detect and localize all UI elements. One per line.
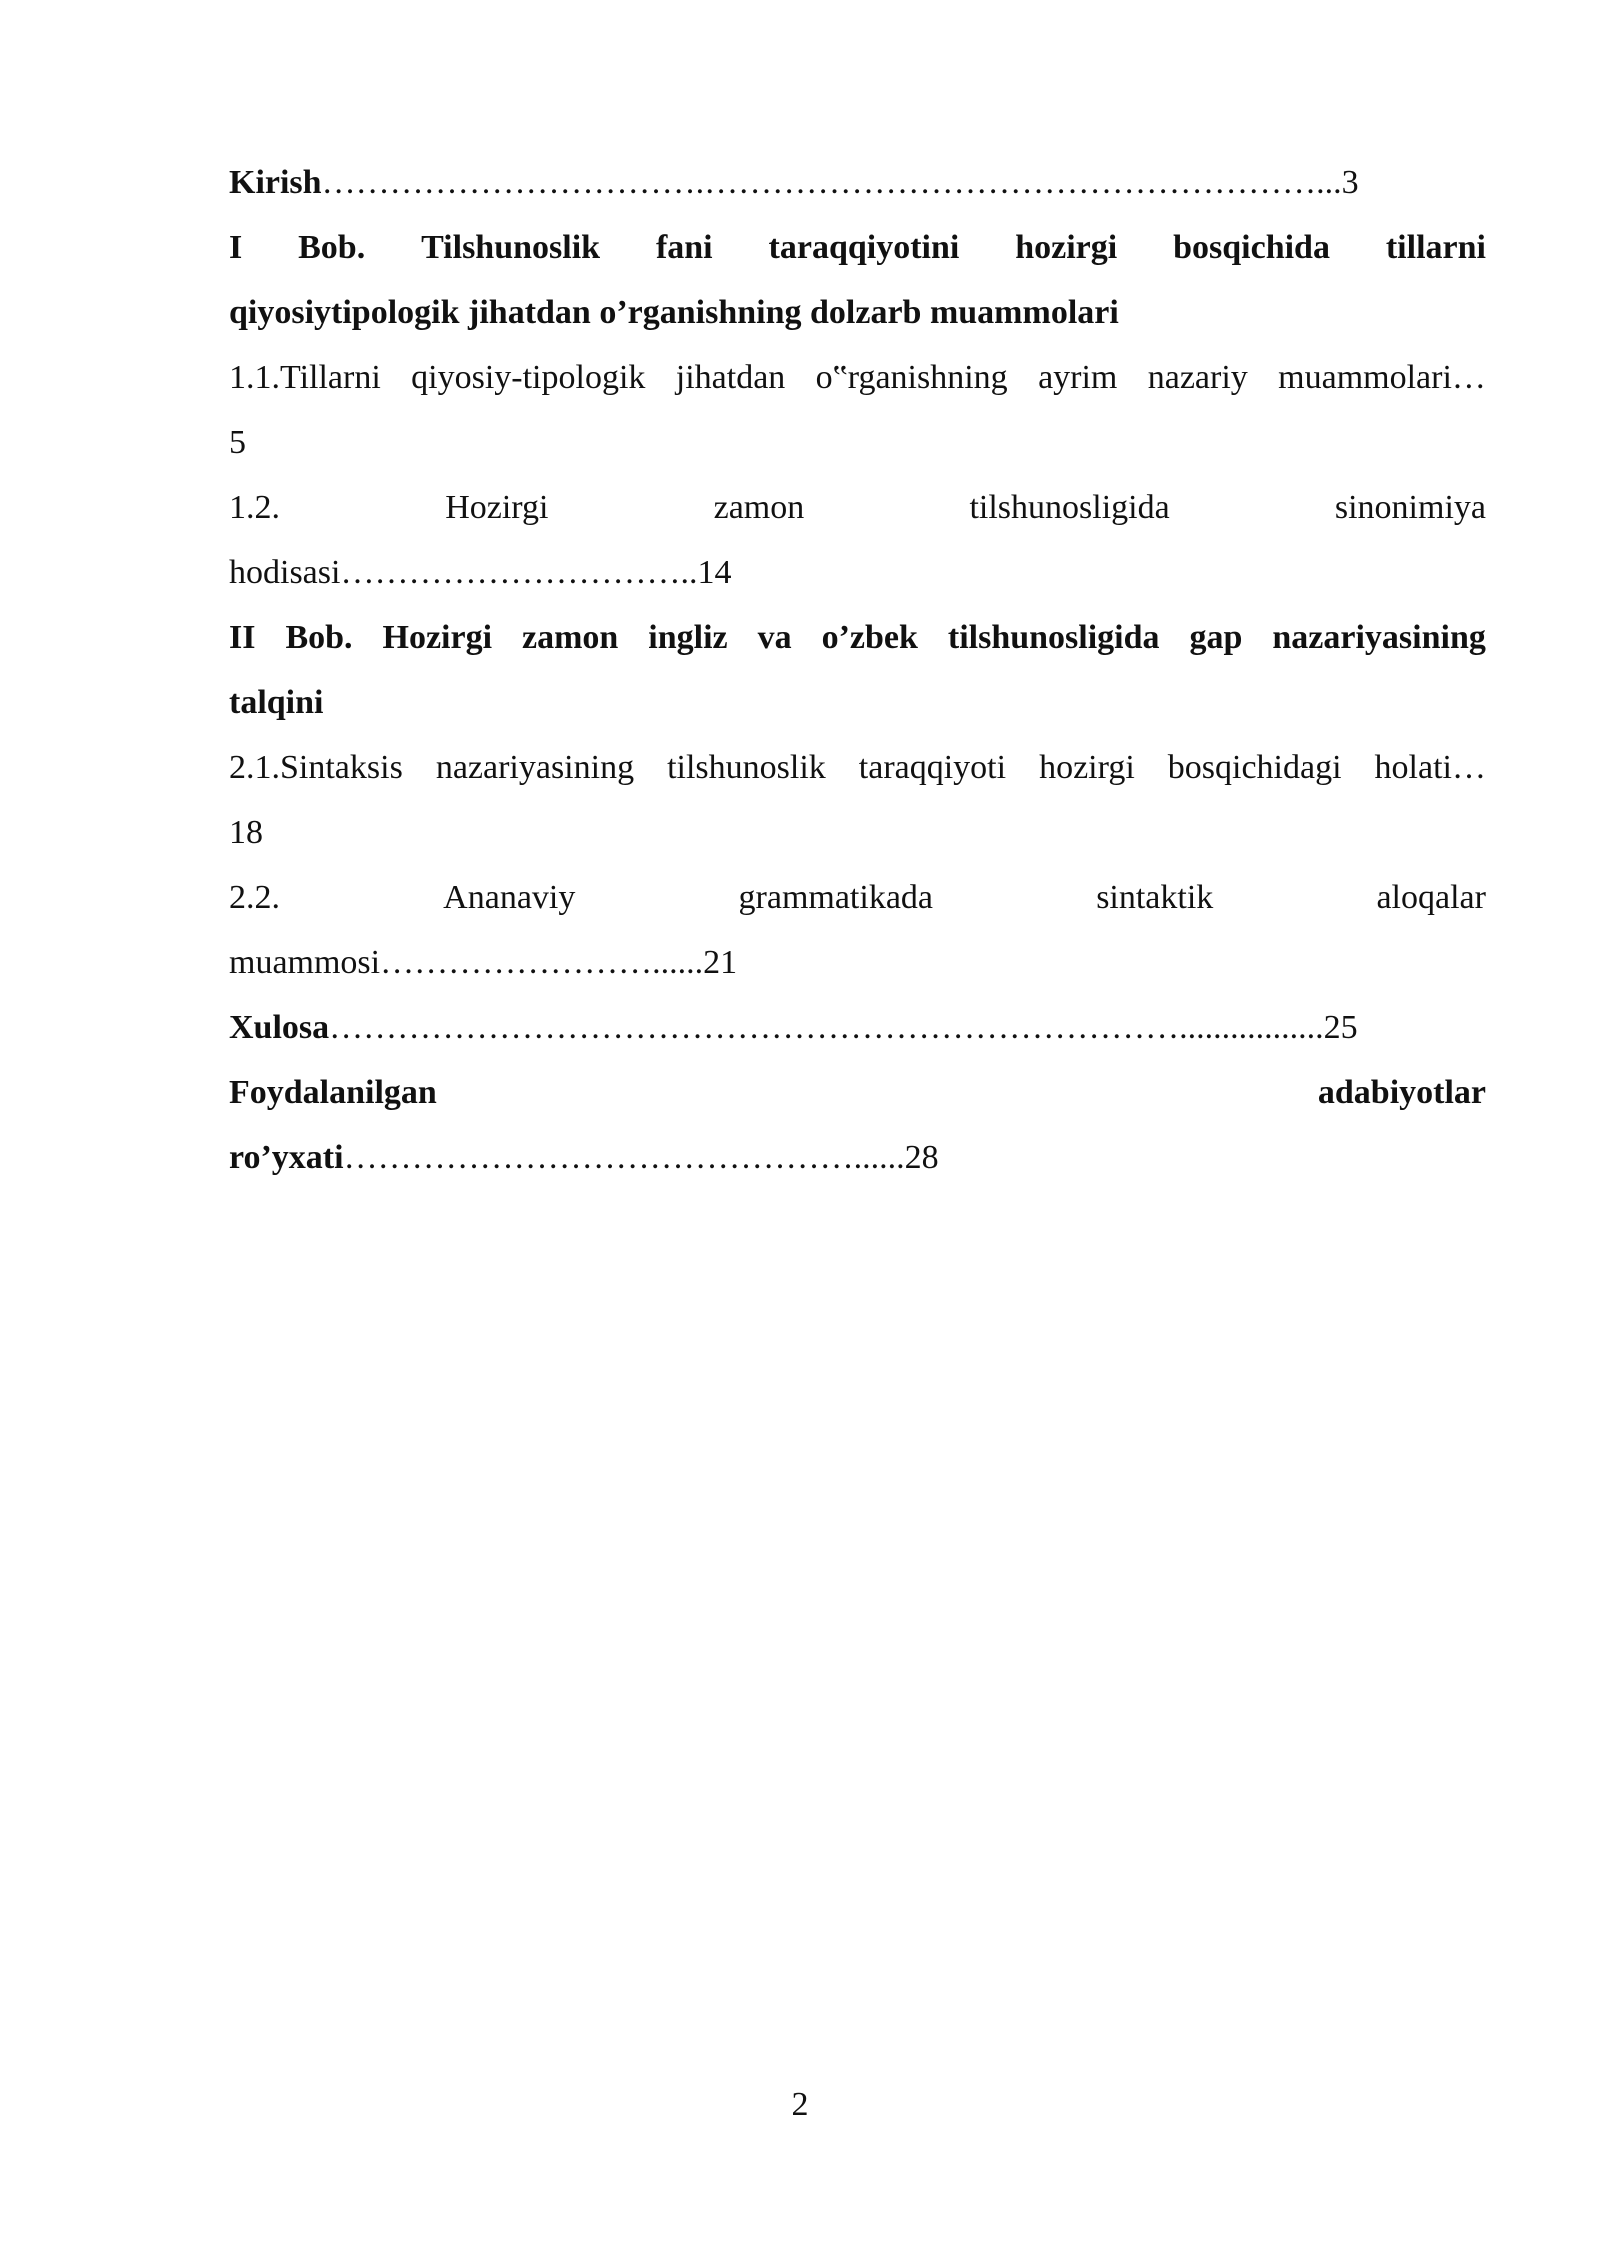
toc-word: tilshunosligida <box>947 619 1160 656</box>
toc-section-2-1-page[interactable]: 18 <box>229 814 263 851</box>
toc-references-line-2[interactable] <box>229 1125 1486 1190</box>
toc-word: tillarni <box>1385 229 1486 266</box>
toc-word: zamon <box>713 489 805 526</box>
toc-references-line-1[interactable] <box>229 1060 1486 1125</box>
toc-word: bosqichida <box>1173 229 1330 266</box>
toc-word: tilshunoslik <box>667 749 826 786</box>
toc-word: Foydalanilgan <box>229 1074 437 1111</box>
table-of-contents <box>229 150 1486 1190</box>
toc-word: I <box>229 229 243 266</box>
toc-word: hozirgi <box>1039 749 1135 786</box>
toc-word: Bob. <box>285 619 353 656</box>
toc-word: sinonimiya <box>1334 489 1486 526</box>
toc-word: 2.2. <box>229 879 280 916</box>
toc-word: ingliz <box>648 619 728 656</box>
toc-word: aloqalar <box>1376 879 1486 916</box>
toc-chapter-2-line-1[interactable] <box>229 605 1486 670</box>
toc-word: Hozirgi <box>382 619 493 656</box>
toc-entry-leader: ………………………………………......28 <box>343 1139 939 1176</box>
toc-section-1-1-page[interactable]: 5 <box>229 424 246 461</box>
toc-entry-leader: ………………………………………………………………….................25 <box>329 1009 1358 1046</box>
toc-section-1-1-line-1[interactable] <box>229 345 1486 410</box>
toc-chapter-2-line-2[interactable]: talqini <box>229 684 324 721</box>
toc-word: Tilshunoslik <box>421 229 601 266</box>
toc-word: bosqichidagi <box>1167 749 1342 786</box>
toc-word: qiyosiy-tipologik <box>411 359 646 396</box>
toc-entry-title: Kirish <box>229 164 322 201</box>
toc-word: 2.1.Sintaksis <box>229 749 403 786</box>
toc-word: va <box>757 619 792 656</box>
toc-entry-xulosa[interactable] <box>229 995 1486 1060</box>
toc-word: grammatikada <box>738 879 934 916</box>
toc-word: nazariy <box>1147 359 1248 396</box>
toc-word: Bob. <box>298 229 366 266</box>
toc-word: hozirgi <box>1015 229 1118 266</box>
toc-word: fani <box>655 229 713 266</box>
toc-word: II <box>229 619 256 656</box>
toc-word: o‟rganishning <box>815 359 1008 396</box>
toc-word: jihatdan <box>675 359 786 396</box>
toc-word: nazariyasining <box>435 749 635 786</box>
toc-word: nazariyasining <box>1272 619 1486 656</box>
toc-section-2-2-line-2[interactable]: muammosi……………………......21 <box>229 944 738 981</box>
toc-section-2-2-line-1[interactable] <box>229 865 1486 930</box>
toc-word: tilshunosligida <box>969 489 1170 526</box>
toc-word: zamon <box>522 619 619 656</box>
toc-entry-leader: …………………………….………………………………………………...3 <box>321 164 1359 201</box>
toc-word: taraqqiyotini <box>768 229 960 266</box>
toc-word: 1.2. <box>229 489 280 526</box>
toc-word: ayrim <box>1038 359 1118 396</box>
toc-section-1-2-line-1[interactable] <box>229 475 1486 540</box>
page-number: 2 <box>791 2086 809 2123</box>
toc-word: muammolari… <box>1278 359 1486 396</box>
toc-word: sintaktik <box>1096 879 1214 916</box>
toc-word: Ananaviy <box>443 879 576 916</box>
toc-entry-kirish[interactable] <box>229 150 1486 215</box>
toc-word: holati… <box>1374 749 1486 786</box>
toc-chapter-1-line-2[interactable]: qiyosiytipologik jihatdan o’rganishning dolzarb muammolari <box>229 294 1119 331</box>
toc-word: taraqqiyoti <box>858 749 1007 786</box>
toc-chapter-1-line-1[interactable] <box>229 215 1486 280</box>
toc-entry-title: ro’yxati <box>229 1139 344 1176</box>
toc-section-2-1-line-1[interactable] <box>229 735 1486 800</box>
toc-section-1-2-line-2[interactable]: hodisasi…………………………..14 <box>229 554 732 591</box>
toc-word: gap <box>1189 619 1243 656</box>
toc-entry-title: Xulosa <box>229 1009 330 1046</box>
toc-word: 1.1.Tillarni <box>229 359 381 396</box>
toc-word: Hozirgi <box>445 489 549 526</box>
toc-word: o’zbek <box>821 619 918 656</box>
toc-word: adabiyotlar <box>1317 1074 1486 1111</box>
